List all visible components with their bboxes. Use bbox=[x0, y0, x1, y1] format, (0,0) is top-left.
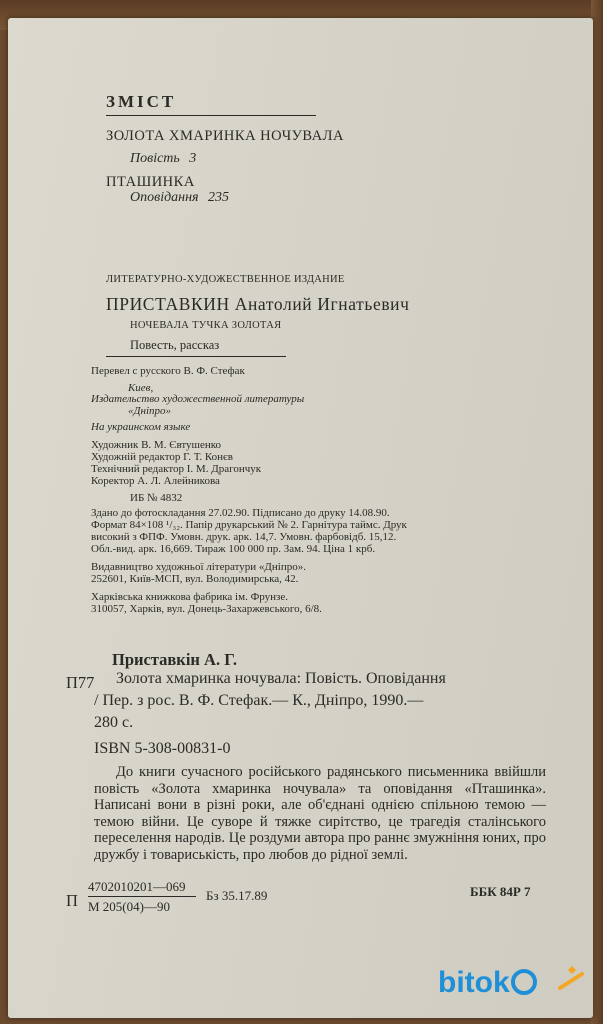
printer-address-2: 310057, Харків, вул. Донець-Захаржевського, 6/8. bbox=[91, 603, 322, 615]
tech-line-3: високий з ФПФ. Умовн. друк. арк. 14,7. Умовн. фарбовідб. 15,12. bbox=[91, 531, 397, 543]
logo-circle-mark bbox=[513, 971, 535, 993]
toc-rule bbox=[106, 115, 316, 116]
fraction-denominator: М 205(04)—90 bbox=[88, 899, 170, 914]
annotation: До книги сучасного російського радянського письменника ввійшли повість «Золота хмаринка ночувала» та оповідання «Пташинка». Написані вони в різні роки, але об'єднані однією спільною темою — темою війни. Це суворе й тяжке сирітство, це трагедія сталінського переселення народів. Це роздуми автора про раннє змужніння юних, про дружбу і товариськість, про любов до рідної землі. bbox=[94, 764, 546, 863]
translation-line: Перевел с русского В. Ф. Стефак bbox=[91, 365, 245, 377]
edition-type: ЛИТЕРАТУРНО-ХУДОЖЕСТВЕННОЕ ИЗДАНИЕ bbox=[106, 274, 345, 285]
imprint-rule bbox=[106, 356, 286, 357]
toc-item2-title: ПТАШИНКА bbox=[106, 174, 195, 190]
fraction-numerator: 4702010201—069 bbox=[88, 879, 186, 894]
imprint-publisher-name: «Днiпро» bbox=[128, 405, 172, 417]
publisher-address-1: Видавництво художньої літератури «Дніпро». bbox=[91, 561, 306, 573]
logo-swoosh-mark bbox=[560, 974, 582, 988]
imprint-author: ПРИСТАВКИН Анатолий Игнатьевич bbox=[106, 294, 410, 314]
imprint-genre: Повесть, рассказ bbox=[130, 338, 220, 352]
imprint-language: На украинском языке bbox=[91, 421, 191, 433]
imprint-city: Киев, bbox=[128, 382, 154, 394]
ib-number: ИБ № 4832 bbox=[130, 492, 183, 504]
isbn: ISBN 5-308-00831-0 bbox=[94, 740, 231, 757]
catalog-line-1: Золота хмаринка ночувала: Повість. Оповідання bbox=[116, 670, 446, 687]
credit-art-editor: Художній редактор Г. Т. Конєв bbox=[91, 451, 233, 463]
credit-tech-editor: Технічний редактор І. М. Драгончук bbox=[91, 463, 262, 475]
credit-proofreader: Коректор А. Л. Алейникова bbox=[91, 475, 220, 487]
fraction-bar bbox=[88, 896, 196, 897]
catalog-line-3: 280 с. bbox=[94, 714, 134, 731]
toc-item1-title: ЗОЛОТА ХМАРИНКА НОЧУВАЛА bbox=[106, 128, 344, 144]
catalog-line-2: / Пер. з рос. В. Ф. Стефак.— К., Дніпро, 1990.— bbox=[94, 692, 424, 709]
catalog-code: П77 bbox=[66, 673, 95, 692]
bitok-logo-watermark bbox=[432, 952, 592, 1008]
tech-line-4: Обл.-вид. арк. 16,669. Тираж 100 000 пр. Зам. 94. Ціна 1 крб. bbox=[91, 543, 376, 555]
credit-artist: Художник В. М. Євтушенко bbox=[91, 439, 222, 451]
toc-heading: ЗМІСТ bbox=[106, 92, 177, 111]
printer-address-1: Харківська книжкова фабрика ім. Фрунзе. bbox=[91, 591, 288, 603]
imprint-publisher-line: Издательство художественной литературы bbox=[91, 393, 305, 405]
imprint-title: НОЧЕВАЛА ТУЧКА ЗОЛОТАЯ bbox=[130, 320, 282, 331]
book-page bbox=[8, 18, 593, 1018]
fraction-prefix: П bbox=[66, 891, 78, 910]
bitok-logo-text: bitok bbox=[438, 966, 510, 999]
logo-star-mark bbox=[568, 966, 576, 974]
bbk-code: ББК 84Р 7 bbox=[470, 884, 531, 899]
tech-line-1: Здано до фотоскладання 27.02.90. Підписано до друку 14.08.90. bbox=[91, 507, 390, 519]
catalog-author: Приставкін А. Г. bbox=[112, 650, 237, 669]
bz-code: Бз 35.17.89 bbox=[206, 888, 268, 903]
publisher-address-2: 252601, Київ-МСП, вул. Володимирська, 42. bbox=[91, 573, 299, 585]
tech-line-2: Формат 84×108 ¹/₃₂. Папір друкарський № 2. Гарнітура таймс. Друк bbox=[91, 519, 407, 531]
toc-item1-sub: Повість 3 bbox=[130, 151, 197, 166]
toc-item2-sub: Оповідання 235 bbox=[130, 190, 230, 205]
